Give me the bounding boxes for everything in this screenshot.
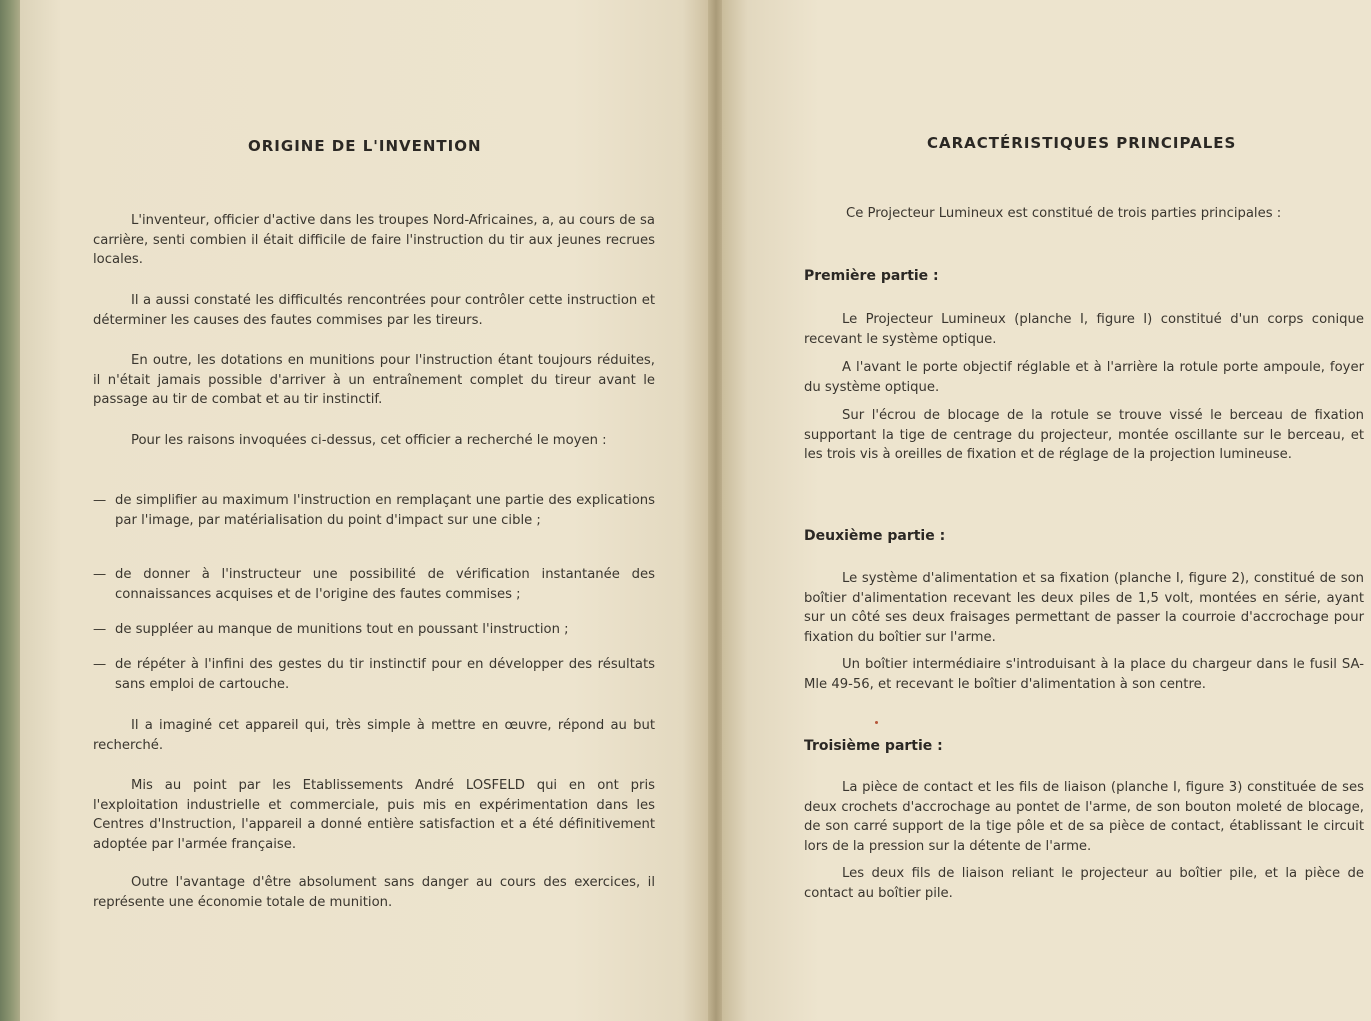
paragraph: Mis au point par les Etablissements André LOSFELD qui en ont pris l'exploitation industrielle et commerciale, puis mis en expérimentation dans les Centres d'Instruction, l'appareil a donné entière satisfaction et a été définitivement adoptée par l'armée française.: [93, 778, 655, 852]
list-item: [93, 620, 655, 640]
list-item-text: de simplifier au maximum l'instruction en remplaçant une partie des explications par l'image, par matérialisation du point d'impact sur une cible ;: [115, 493, 655, 528]
bullet-dash: —: [93, 567, 107, 582]
paragraph: La pièce de contact et les fils de liaison (planche I, figure 3) constituée de ses deux crochets d'accrochage au pontet de l'arme, de son bouton moleté de blocage, de son carré support de la tige pôle et de sa pièce de contact, établissant le circuit lors de la pression sur la détente de l'arme.: [804, 780, 1364, 854]
intro-paragraph: Ce Projecteur Lumineux est constitué de trois parties principales :: [846, 206, 1282, 221]
list-item: [93, 655, 655, 694]
bullet-dash: —: [93, 493, 107, 508]
paragraph: A l'avant le porte objectif réglable et à l'arrière la rotule porte ampoule, foyer du système optique.: [804, 360, 1364, 395]
bullet-dash: —: [93, 657, 107, 672]
paragraph: Les deux fils de liaison reliant le projecteur au boîtier pile, et la pièce de contact au boîtier pile.: [804, 866, 1364, 901]
paragraph: Pour les raisons invoquées ci-dessus, cet officier a recherché le moyen :: [131, 433, 607, 448]
left-page: [20, 0, 710, 1021]
right-page-title: CARACTÉRISTIQUES PRINCIPALES: [927, 134, 1237, 152]
paragraph: L'inventeur, officier d'active dans les troupes Nord-Africaines, a, au cours de sa carrière, senti combien il était difficile de faire l'instruction du tir aux jeunes recrues locales.: [93, 213, 655, 267]
list-item: [93, 565, 655, 604]
paragraph: En outre, les dotations en munitions pour l'instruction étant toujours réduites, il n'était jamais possible d'arriver à un entraînement complet du tireur avant le passage au tir de combat et au tir instinctif.: [93, 353, 655, 407]
paragraph: Il a imaginé cet appareil qui, très simple à mettre en œuvre, répond au but recherché.: [93, 718, 655, 753]
paragraph: Sur l'écrou de blocage de la rotule se trouve vissé le berceau de fixation supportant la tige de centrage du projecteur, montée oscillante sur le berceau, et les trois vis à oreilles de fixation et de réglage de la projection lumineuse.: [804, 408, 1364, 462]
paragraph: Le système d'alimentation et sa fixation (planche I, figure 2), constitué de son boîtier d'alimentation recevant les deux piles de 1,5 volt, montées en série, ayant sur un côté ses deux fraisages permettant de passer la courroie d'accrochage pour fixation du boîtier sur l'arme.: [804, 571, 1364, 645]
list-item: [93, 491, 655, 530]
ink-speck: [875, 721, 878, 724]
right-page: [722, 0, 1371, 1021]
left-page-title: ORIGINE DE L'INVENTION: [248, 137, 482, 155]
list-item-text: de répéter à l'infini des gestes du tir instinctif pour en développer des résultats sans emploi de cartouche.: [115, 657, 655, 692]
paragraph: Outre l'avantage d'être absolument sans danger au cours des exercices, il représente une économie totale de munition.: [93, 875, 655, 910]
paragraph: Le Projecteur Lumineux (planche I, figure I) constitué d'un corps conique recevant le système optique.: [804, 312, 1364, 347]
section-heading: Troisième partie :: [804, 738, 943, 754]
paragraph: Il a aussi constaté les difficultés rencontrées pour contrôler cette instruction et déterminer les causes des fautes commises par les tireurs.: [93, 293, 655, 328]
list-item-text: de donner à l'instructeur une possibilité de vérification instantanée des connaissances acquises et de l'origine des fautes commises ;: [115, 567, 655, 602]
bullet-dash: —: [93, 622, 107, 637]
paragraph: Un boîtier intermédiaire s'introduisant à la place du chargeur dans le fusil SA-Mle 49-56, et recevant le boîtier d'alimentation à son centre.: [804, 657, 1364, 692]
section-heading: Deuxième partie :: [804, 528, 946, 544]
list-item-text: de suppléer au manque de munitions tout en poussant l'instruction ;: [115, 622, 569, 637]
book-cover-edge: [0, 0, 22, 1021]
section-heading: Première partie :: [804, 268, 939, 284]
